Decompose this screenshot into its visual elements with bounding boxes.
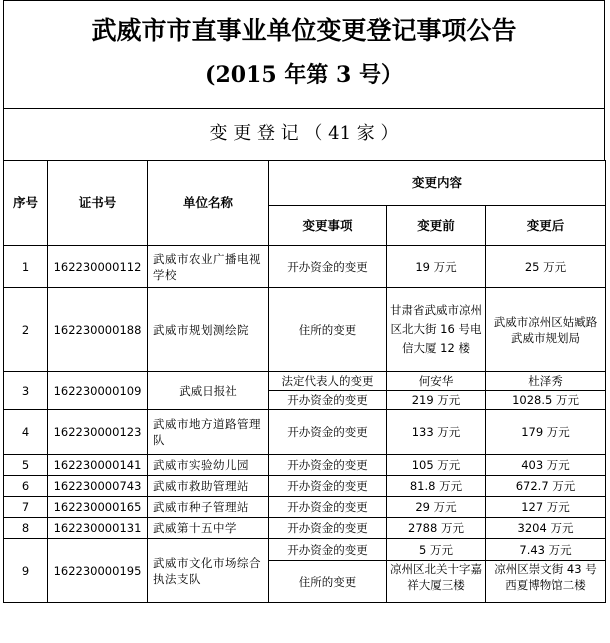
row-after: 武威市凉州区姑臧路武威市规划局 xyxy=(486,288,606,372)
header-seq: 序号 xyxy=(4,161,48,246)
row-before: 何安华 xyxy=(387,372,486,391)
row-before: 81.8 万元 xyxy=(387,476,486,497)
row-seq: 5 xyxy=(4,455,48,476)
header-change-content: 变更内容 xyxy=(269,161,606,206)
row-after: 25 万元 xyxy=(486,246,606,288)
table-row xyxy=(4,410,606,455)
row-unit-name: 武威市农业广播电视学校 xyxy=(148,246,269,288)
row-after: 杜泽秀 xyxy=(486,372,606,391)
row-cert-no: 162230000112 xyxy=(48,246,148,288)
row-change-item: 开办资金的变更 xyxy=(269,246,387,288)
row-before: 219 万元 xyxy=(387,391,486,410)
table-row xyxy=(4,539,606,561)
row-seq: 9 xyxy=(4,539,48,603)
header-before: 变更前 xyxy=(387,206,486,246)
row-seq: 4 xyxy=(4,410,48,455)
row-change-item: 开办资金的变更 xyxy=(269,455,387,476)
row-after: 403 万元 xyxy=(486,455,606,476)
notice-page xyxy=(3,0,605,643)
row-before: 19 万元 xyxy=(387,246,486,288)
row-before: 2788 万元 xyxy=(387,518,486,539)
notice-issue-number: (2015 年第 3 号） xyxy=(205,62,403,88)
table-row xyxy=(4,476,606,497)
row-cert-no: 162230000195 xyxy=(48,539,148,603)
row-seq: 8 xyxy=(4,518,48,539)
row-unit-name: 武威市文化市场综合执法支队 xyxy=(148,539,269,603)
row-change-item: 开办资金的变更 xyxy=(269,539,387,561)
row-seq: 2 xyxy=(4,288,48,372)
row-after: 179 万元 xyxy=(486,410,606,455)
row-before: 凉州区北关十字嘉祥大厦三楼 xyxy=(387,561,486,603)
row-before: 29 万元 xyxy=(387,497,486,518)
table-row xyxy=(4,288,606,372)
table-row xyxy=(4,372,606,391)
row-change-item: 住所的变更 xyxy=(269,561,387,603)
row-before: 105 万元 xyxy=(387,455,486,476)
row-unit-name: 武威日报社 xyxy=(148,372,269,410)
section-title: 变 更 登 记 （ 41 家 ） xyxy=(209,123,399,144)
notice-title: 武威市市直事业单位变更登记事项公告 xyxy=(91,16,517,45)
change-registration-table xyxy=(3,160,606,603)
row-after: 3204 万元 xyxy=(486,518,606,539)
row-seq: 1 xyxy=(4,246,48,288)
row-cert-no: 162230000743 xyxy=(48,476,148,497)
row-change-item: 开办资金的变更 xyxy=(269,497,387,518)
header-change-item: 变更事项 xyxy=(269,206,387,246)
header-unit-name: 单位名称 xyxy=(148,161,269,246)
table-row xyxy=(4,246,606,288)
row-before: 甘肃省武威市凉州区北大街 16 号电信大厦 12 楼 xyxy=(387,288,486,372)
row-after: 凉州区崇文街 43 号西夏博物馆二楼 xyxy=(486,561,606,603)
row-unit-name: 武威第十五中学 xyxy=(148,518,269,539)
row-cert-no: 162230000141 xyxy=(48,455,148,476)
row-seq: 6 xyxy=(4,476,48,497)
row-unit-name: 武威市实验幼儿园 xyxy=(148,455,269,476)
row-unit-name: 武威市救助管理站 xyxy=(148,476,269,497)
table-row xyxy=(4,455,606,476)
row-change-item: 开办资金的变更 xyxy=(269,410,387,455)
header-cert-no: 证书号 xyxy=(48,161,148,246)
row-cert-no: 162230000131 xyxy=(48,518,148,539)
row-seq: 7 xyxy=(4,497,48,518)
row-cert-no: 162230000123 xyxy=(48,410,148,455)
row-change-item: 法定代表人的变更 xyxy=(269,372,387,391)
row-unit-name: 武威市规划测绘院 xyxy=(148,288,269,372)
row-after: 7.43 万元 xyxy=(486,539,606,561)
header-after: 变更后 xyxy=(486,206,606,246)
table-row xyxy=(4,518,606,539)
row-before: 133 万元 xyxy=(387,410,486,455)
row-cert-no: 162230000165 xyxy=(48,497,148,518)
row-cert-no: 162230000109 xyxy=(48,372,148,410)
row-cert-no: 162230000188 xyxy=(48,288,148,372)
row-unit-name: 武威市地方道路管理队 xyxy=(148,410,269,455)
row-after: 1028.5 万元 xyxy=(486,391,606,410)
table-row xyxy=(4,497,606,518)
row-change-item: 开办资金的变更 xyxy=(269,518,387,539)
row-after: 127 万元 xyxy=(486,497,606,518)
row-unit-name: 武威市种子管理站 xyxy=(148,497,269,518)
row-change-item: 开办资金的变更 xyxy=(269,391,387,410)
row-change-item: 开办资金的变更 xyxy=(269,476,387,497)
row-change-item: 住所的变更 xyxy=(269,288,387,372)
row-before: 5 万元 xyxy=(387,539,486,561)
row-after: 672.7 万元 xyxy=(486,476,606,497)
row-seq: 3 xyxy=(4,372,48,410)
